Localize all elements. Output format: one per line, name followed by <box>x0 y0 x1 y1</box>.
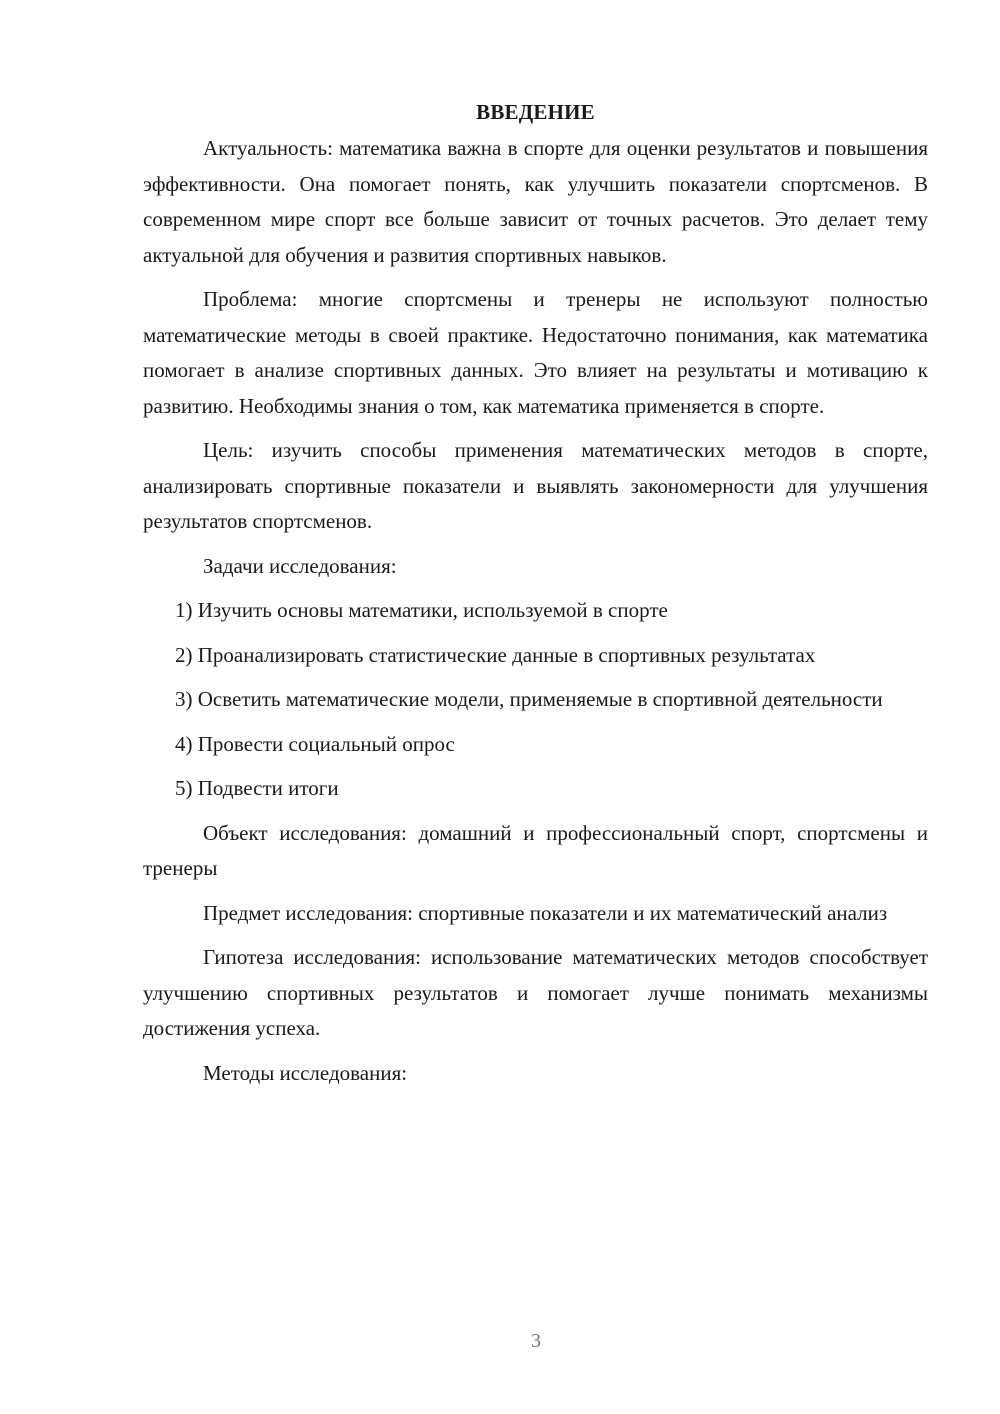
paragraph-hypothesis: Гипотеза исследования: использование математических методов способствует улучшению спортивных результатов и помогает лучше понимать механизмы достижения успеха. <box>143 945 928 1040</box>
paragraph-problem: Проблема: многие спортсмены и тренеры не используют полностью математические методы в своей практике. Недостаточно понимания, как математика помогает в анализе спортивных данных. Это влияет на результаты и мотивацию к развитию. Необходимы знания о том, как математика применяется в спорте. <box>143 287 928 418</box>
paragraph-relevance: Актуальность: математика важна в спорте для оценки результатов и повышения эффективности. Она помогает понять, как улучшить показатели спортсменов. В современном мире спорт все больше зависит от точных расчетов. Это делает тему актуальной для обучения и развития спортивных навыков. <box>143 136 928 267</box>
task-item-5: 5) Подвести итоги <box>175 776 339 800</box>
section-heading: ВВЕДЕНИЕ <box>476 100 595 124</box>
task-item-4: 4) Провести социальный опрос <box>175 731 455 756</box>
paragraph-tasks-heading: Задачи исследования: <box>203 553 397 578</box>
page-number: 3 <box>531 1330 541 1352</box>
task-item-2: 2) Проанализировать статистические данные в спортивных результатах <box>175 642 816 667</box>
paragraph-methods: Методы исследования: <box>203 1060 408 1085</box>
task-item-3: 3) Осветить математические модели, применяемые в спортивной деятельности <box>175 687 883 711</box>
task-item-1: 1) Изучить основы математики, используемой в спорте <box>175 598 668 622</box>
page-content <box>143 95 928 1100</box>
paragraph-subject: Предмет исследования: спортивные показатели и их математический анализ <box>203 900 888 925</box>
paragraph-object: Объект исследования: домашний и профессиональный спорт, спортсмены и тренеры <box>143 820 928 880</box>
paragraph-goal: Цель: изучить способы применения математических методов в спорте, анализировать спортивные показатели и выявлять закономерности для улучшения результатов спортсменов. <box>143 438 928 533</box>
